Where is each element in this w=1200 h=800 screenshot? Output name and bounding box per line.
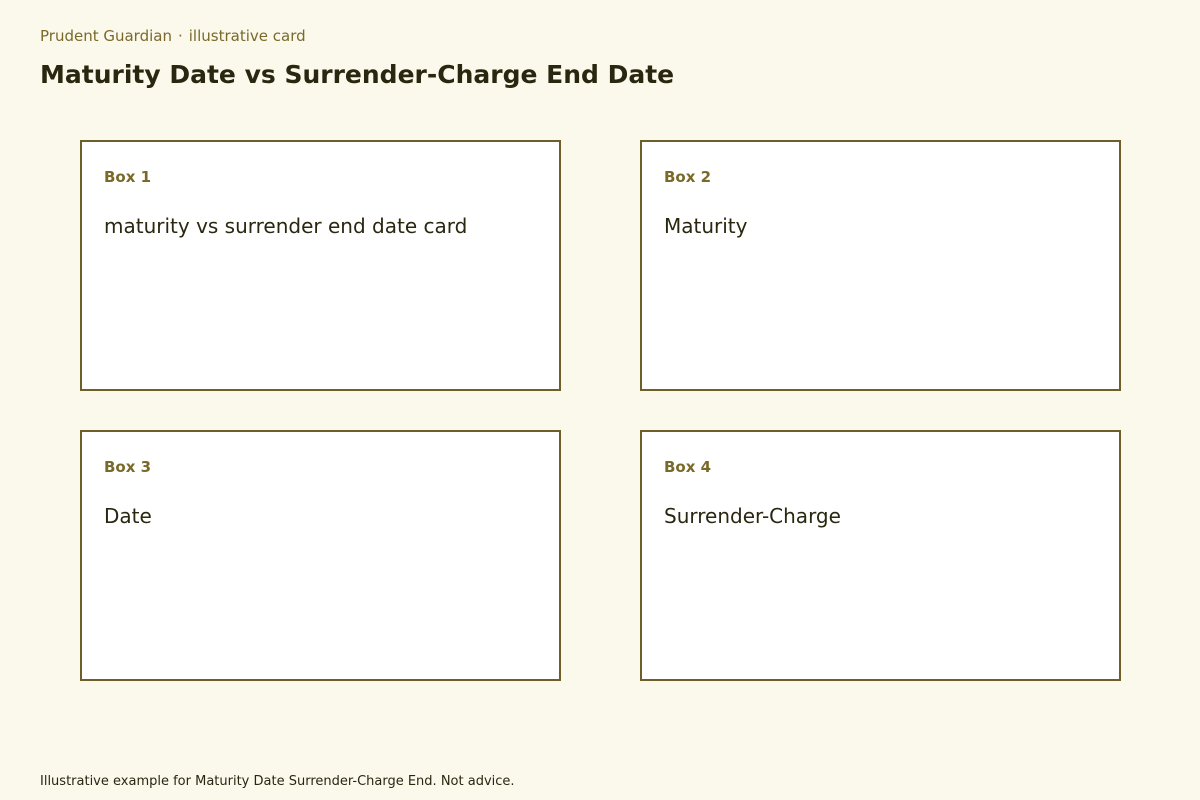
card-text: maturity vs surrender end date card: [104, 214, 468, 238]
card-text: Maturity: [664, 214, 748, 238]
card-box-2: [640, 140, 1121, 391]
card-label: Box 1: [104, 168, 152, 186]
card-box-3: [80, 430, 561, 681]
brand-separator: ·: [177, 27, 183, 45]
brand-subtitle: illustrative card: [188, 27, 306, 45]
brand-name: Prudent Guardian: [40, 27, 172, 45]
page-header: [40, 26, 674, 92]
card-text: Surrender-Charge: [664, 504, 841, 528]
brand-line: [40, 26, 674, 46]
card-box-1: [80, 140, 561, 391]
card-box-4: [640, 430, 1121, 681]
card-label: Box 4: [664, 458, 712, 476]
footer-note: Illustrative example for Maturity Date Surrender-Charge End. Not advice.: [40, 774, 515, 789]
page-title: Maturity Date vs Surrender-Charge End Date: [40, 60, 675, 89]
card-label: Box 3: [104, 458, 152, 476]
card-text: Date: [104, 504, 152, 528]
card-label: Box 2: [664, 168, 712, 186]
